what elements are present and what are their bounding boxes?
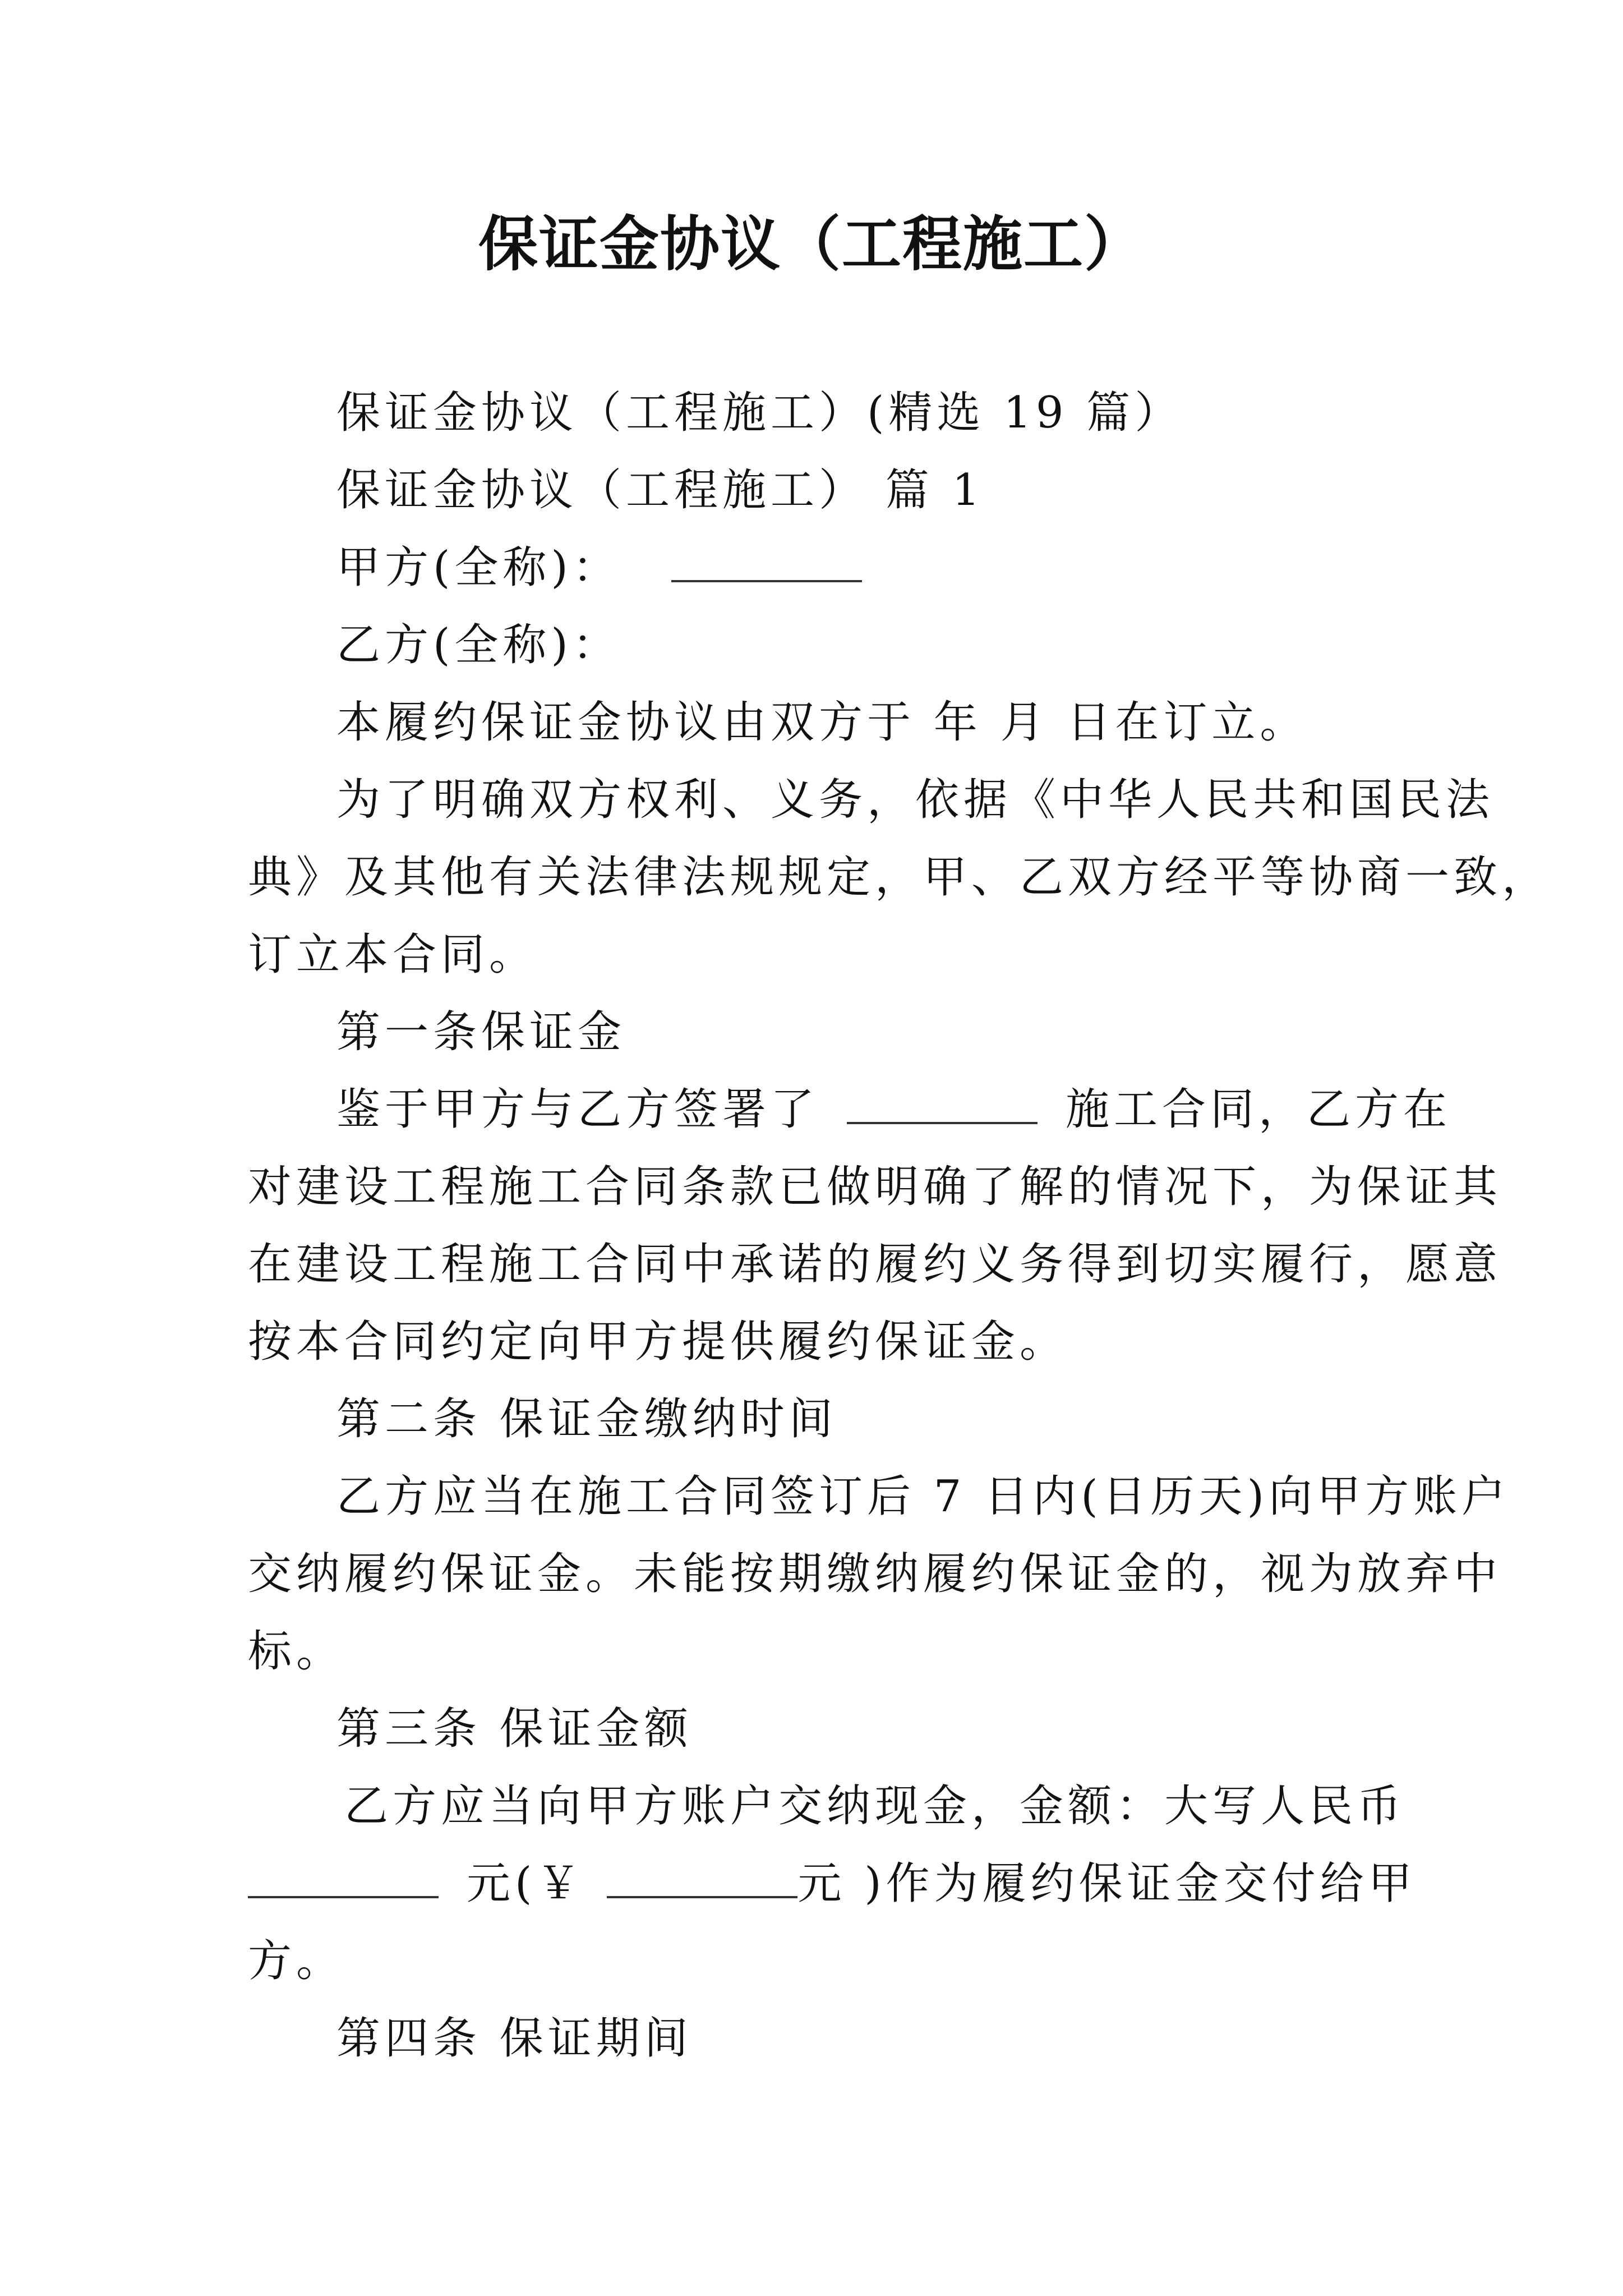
text-segment: 鉴于甲方与乙方签署了 xyxy=(336,1084,819,1135)
party-a-blank xyxy=(671,541,862,582)
subtitle-line: 保证金协议（工程施工）(精选 19 篇） xyxy=(336,388,1183,438)
article-heading: 第二条 保证金缴纳时间 xyxy=(336,1394,837,1444)
amount-figures-blank xyxy=(607,1857,797,1898)
paragraph-line: 交纳履约保证金。未能按期缴纳履约保证金的，视为放弃中 xyxy=(248,1549,1502,1599)
paragraph-line xyxy=(248,1852,1417,1915)
paragraph-line: 为了明确双方权利、义务，依据《中华人民共和国民法 xyxy=(336,775,1495,825)
paragraph-line: 乙方应当在施工合同签订后 7 日内(日历天)向甲方账户 xyxy=(336,1471,1510,1522)
text-segment: 元(￥ xyxy=(467,1858,585,1909)
paragraph-line: 标。 xyxy=(248,1626,345,1677)
agreement-date-line: 本履约保证金协议由双方于 年 月 日在订立。 xyxy=(336,697,1308,748)
paragraph-line: 在建设工程施工合同中承诺的履约义务得到切实履行，愿意 xyxy=(248,1239,1502,1290)
text-segment: 元 )作为履约保证金交付给甲 xyxy=(797,1858,1417,1909)
paragraph-line: 按本合同约定向甲方提供履约保证金。 xyxy=(248,1317,1068,1367)
paragraph-line: 方。 xyxy=(248,1936,345,1986)
paragraph-line: 订立本合同。 xyxy=(248,930,538,980)
article-heading: 第四条 保证期间 xyxy=(336,2013,693,2064)
article-heading: 第一条保证金 xyxy=(336,1007,626,1057)
contract-name-blank xyxy=(847,1083,1038,1124)
party-a-label: 甲方(全称)： xyxy=(336,542,621,593)
article-heading: 第三条 保证金额 xyxy=(336,1704,693,1754)
paragraph-line: 对建设工程施工合同条款已做明确了解的情况下，为保证其 xyxy=(248,1162,1502,1212)
amount-words-blank xyxy=(248,1857,439,1898)
text-segment: 施工合同，乙方在 xyxy=(1066,1084,1452,1135)
section-heading: 保证金协议（工程施工） 篇 1 xyxy=(336,465,985,516)
paragraph-line: 乙方应当向甲方账户交纳现金，金额：大写人民币 xyxy=(344,1781,1406,1832)
paragraph-line xyxy=(336,1078,1451,1141)
party-a-line xyxy=(336,536,862,599)
document-title: 保证金协议（工程施工） xyxy=(478,209,1145,279)
party-b-line: 乙方(全称)： xyxy=(336,620,621,670)
paragraph-line: 典》及其他有关法律法规规定，甲、乙双方经平等协商一致， xyxy=(248,852,1551,903)
